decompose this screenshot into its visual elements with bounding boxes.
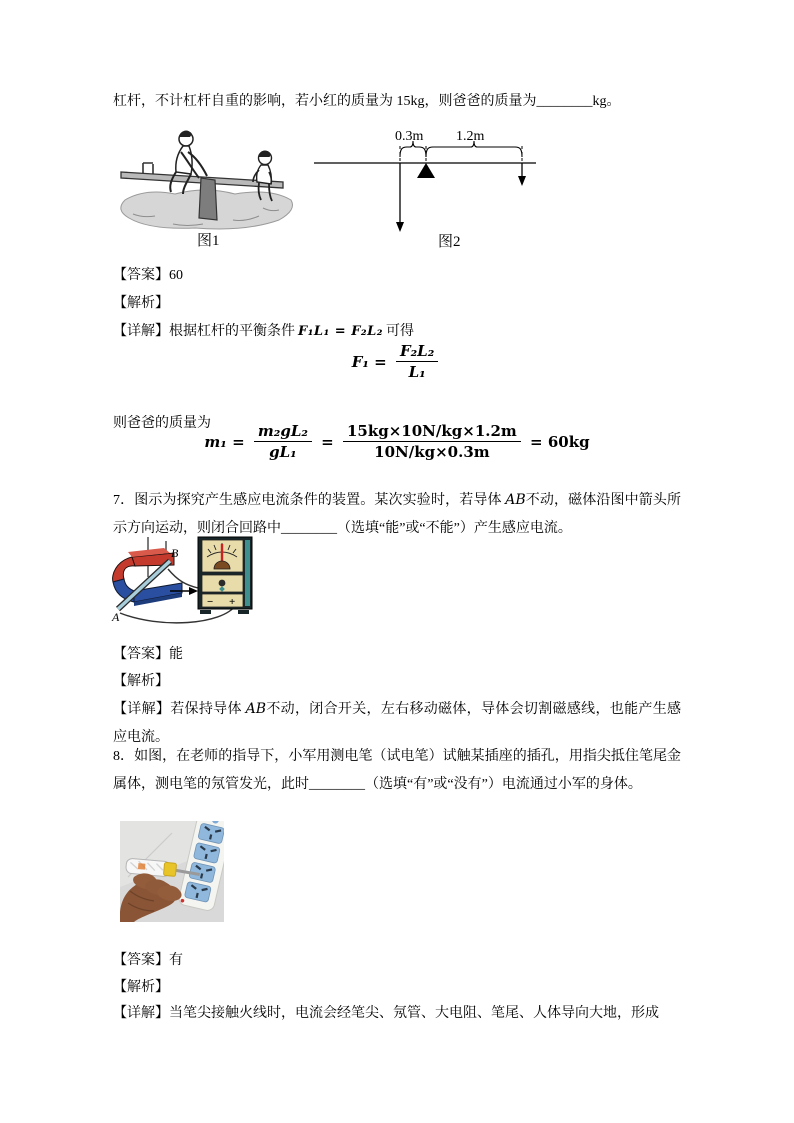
q6-detail-after: 可得 [385, 324, 414, 339]
left-force-arrow-head [396, 222, 404, 232]
distance-label-right: 1.2m [456, 129, 485, 144]
rod-label-b: B [171, 546, 179, 560]
figure2-caption: 图2 [438, 234, 461, 250]
q7-detail-after: 不动，闭合开关，左右移动磁体，导体会切割磁感线，也能产生感应电流。 [113, 702, 682, 745]
question8-number: 8． [113, 749, 135, 764]
right-force-arrow-head [518, 176, 526, 186]
analysis-heading: 【解析】 [113, 980, 169, 995]
force-formula-fraction [396, 342, 438, 381]
q6-detail-before: 根据杠杆的平衡条件 [169, 324, 295, 339]
mass-formula [113, 422, 681, 461]
mass-formula-result: = 60kg [530, 432, 590, 451]
conductor-ab-label: AB [505, 492, 526, 508]
galvanometer-knob [219, 580, 226, 587]
question7-part1: 图示为探究产生感应电流条件的装置。某次实验时，若导体 [134, 493, 506, 508]
lever-question-tail: 杠杆，不计杠杆自重的影响，若小红的质量为 15kg，则爸爸的质量为________kg。 [113, 94, 621, 109]
question8-body: 如图，在老师的指导下，小军用测电笔（试电笔）试触某插座的插孔，用指尖抵住笔尾金属体，测电笔的氖管发光，此时________（选填“有”或“没有”）电流通过小军的身体。 [113, 749, 682, 792]
answer-heading: 【答案】 [113, 268, 169, 283]
dashed-guides [400, 146, 522, 163]
analysis-heading: 【解析】 [113, 674, 169, 689]
mass-formula-frac1-den: gL₁ [269, 443, 297, 461]
pen-yellow-band [163, 862, 176, 876]
seesaw-fulcrum [199, 178, 217, 220]
pen-neon-glow [138, 863, 145, 870]
magnet-curve-top [113, 557, 135, 582]
terminal-plus-label: + [229, 596, 236, 608]
mass-intro-text: 则爸爸的质量为 [113, 416, 211, 431]
galvanometer-side-highlight [245, 540, 250, 606]
mass-formula-lhs: m₁ = [204, 432, 245, 451]
q7-analysis-line [113, 668, 169, 696]
lever-question-text [113, 88, 681, 116]
question7-number: 7． [113, 493, 135, 508]
rod-label-a: A [112, 610, 120, 624]
mass-formula-frac1-num: m₂gL₂ [254, 422, 312, 442]
figure2-lever-diagram [308, 126, 548, 250]
q6-analysis-line [113, 290, 169, 318]
answer-heading: 【答案】 [113, 953, 169, 968]
q6-answer-line [113, 262, 183, 290]
detail-heading: 【详解】 [113, 1006, 169, 1021]
answer-heading: 【答案】 [113, 647, 169, 662]
figure1-seesaw-illustration [113, 128, 303, 250]
question7-part2: 不动，磁体沿图中箭头所示方向运动，则闭合回路中________（选填“能”或“不能”）产生感应电流。 [113, 493, 682, 536]
q7-answer-line [113, 641, 183, 669]
force-formula-numerator: F₂L₂ [396, 342, 438, 362]
force-formula-denominator: L₁ [408, 363, 426, 381]
q8-detail-text: 当笔尖接触火线时，电流会经笔尖、氖管、大电阻、笔尾、人体导向大地，形成 [169, 1006, 659, 1021]
galvanometer-foot-left [200, 610, 211, 614]
detail-heading: 【详解】 [113, 324, 169, 339]
question8-text [113, 743, 681, 799]
mass-formula-equals: = [321, 432, 334, 451]
q8-answer-value: 有 [169, 953, 183, 968]
galvanometer-foot-right [238, 610, 249, 614]
mass-formula-frac2-den: 10N/kg×0.3m [374, 443, 490, 461]
mass-formula-fraction2 [343, 422, 521, 461]
analysis-heading: 【解析】 [113, 296, 169, 311]
detail-heading: 【详解】 [113, 702, 171, 717]
mass-formula-frac2-num: 15kg×10N/kg×1.2m [343, 422, 521, 442]
induction-experiment-figure [110, 535, 268, 627]
fulcrum-triangle [417, 163, 435, 178]
force-formula [113, 342, 681, 381]
galvanometer [198, 537, 252, 614]
conductor-ab-label: AB [245, 701, 267, 717]
force-formula-lhs: F₁ = [351, 352, 387, 371]
q7-detail-before: 若保持导体 [170, 702, 246, 717]
mass-formula-fraction1 [254, 422, 312, 461]
q8-analysis-line [113, 974, 169, 1002]
terminal-minus-label: − [207, 596, 214, 608]
balance-condition-formula: F₁L₁ = F₂L₂ [298, 324, 383, 339]
test-pen-photo [120, 821, 224, 922]
q6-answer-value: 60 [169, 268, 183, 283]
q8-detail-line [113, 1000, 681, 1028]
q8-answer-line [113, 947, 183, 975]
q7-answer-value: 能 [169, 647, 183, 662]
figure1-caption: 图1 [197, 233, 220, 249]
seesaw-handle [143, 163, 153, 174]
distance-label-left: 0.3m [395, 129, 424, 144]
